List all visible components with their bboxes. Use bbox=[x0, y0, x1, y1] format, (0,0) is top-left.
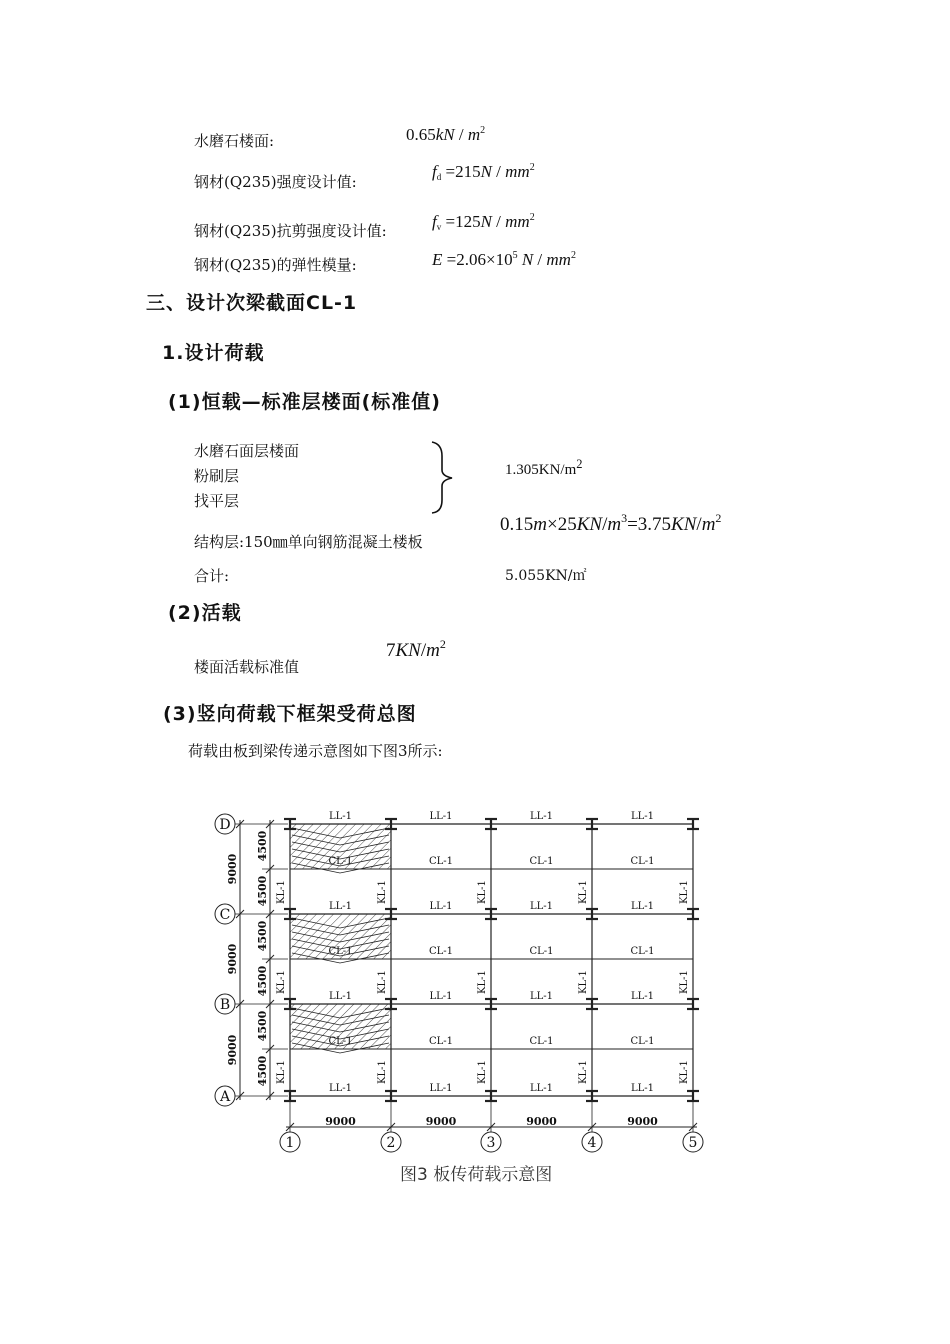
total-value: 5.055KN/㎡ bbox=[505, 568, 587, 584]
half-dimension: 4500 bbox=[256, 875, 269, 907]
sub1-title: 1.设计荷载 bbox=[162, 342, 265, 364]
kl-label: KL-1 bbox=[679, 880, 690, 904]
dead-load-layer-2: 粉刷层 bbox=[194, 467, 240, 485]
kl-label: KL-1 bbox=[377, 970, 388, 994]
kl-label: KL-1 bbox=[477, 880, 488, 904]
half-dimension: 4500 bbox=[256, 1055, 269, 1087]
total-label: 合计: bbox=[194, 567, 230, 585]
material-label-modulus: 钢材(Q235)的弹性模量: bbox=[194, 256, 357, 274]
dead-load-title: (1)恒载—标准层楼面(标准值) bbox=[168, 391, 441, 413]
col-axis-label: 3 bbox=[486, 1135, 496, 1151]
kl-label: KL-1 bbox=[679, 1060, 690, 1084]
half-dimension: 4500 bbox=[256, 965, 269, 997]
cl-label: CL-1 bbox=[529, 946, 554, 957]
dead-load-layer-3: 找平层 bbox=[194, 492, 240, 510]
frame-load-intro: 荷载由板到梁传递示意图如下图3所示: bbox=[188, 742, 443, 760]
ll-label: LL-1 bbox=[429, 991, 453, 1002]
kl-label: KL-1 bbox=[276, 880, 287, 904]
figure-caption: 图3 板传荷载示意图 bbox=[400, 1165, 553, 1185]
kl-label: KL-1 bbox=[477, 1060, 488, 1084]
cl-label: CL-1 bbox=[630, 946, 655, 957]
kl-label: KL-1 bbox=[276, 970, 287, 994]
span-dimension: 9000 bbox=[325, 1115, 356, 1128]
material-value-shear: $f_v =125N / mm^2$ bbox=[432, 212, 535, 232]
kl-label: KL-1 bbox=[578, 880, 589, 904]
kl-label: KL-1 bbox=[276, 1060, 287, 1084]
ll-label: LL-1 bbox=[630, 901, 655, 912]
ll-label: LL-1 bbox=[328, 811, 353, 822]
structure-value: $0.15m\times 25KN/m^3=3.75KN/m^2$ bbox=[500, 511, 722, 535]
material-label-strength: 钢材(Q235)强度设计值: bbox=[194, 173, 357, 191]
dead-load-layer-1: 水磨石面层楼面 bbox=[194, 442, 300, 460]
col-axis-label: 5 bbox=[688, 1135, 698, 1151]
ll-label: LL-1 bbox=[630, 1083, 655, 1094]
row-axis-label: B bbox=[219, 997, 231, 1013]
ll-label: LL-1 bbox=[529, 811, 554, 822]
live-load-label: 楼面活载标准值 bbox=[194, 658, 300, 676]
ll-label: LL-1 bbox=[429, 811, 453, 822]
row-axis-label: A bbox=[219, 1089, 231, 1105]
dead-load-layers-value: $1.305KN/m^2$ bbox=[505, 457, 583, 478]
cl-label: CL-1 bbox=[428, 946, 454, 957]
cl-label: CL-1 bbox=[529, 1036, 554, 1047]
col-axis-label: 4 bbox=[587, 1135, 597, 1151]
ll-label: LL-1 bbox=[630, 811, 655, 822]
material-label-shear: 钢材(Q235)抗剪强度设计值: bbox=[194, 222, 387, 240]
material-label-terrazzo: 水磨石楼面: bbox=[194, 132, 275, 150]
ll-label: LL-1 bbox=[328, 901, 353, 912]
section-title: 三、设计次梁截面CL-1 bbox=[146, 292, 358, 314]
span-dimension: 9000 bbox=[425, 1115, 457, 1128]
kl-label: KL-1 bbox=[679, 970, 690, 994]
ll-label: LL-1 bbox=[529, 901, 554, 912]
ll-label: LL-1 bbox=[328, 1083, 353, 1094]
col-axis-label: 2 bbox=[386, 1135, 396, 1151]
cl-label: CL-1 bbox=[328, 856, 353, 867]
ll-label: LL-1 bbox=[429, 901, 453, 912]
ll-label: LL-1 bbox=[630, 991, 655, 1002]
structure-label: 结构层:150㎜单向钢筋混凝土楼板 bbox=[194, 533, 423, 551]
cl-label: CL-1 bbox=[529, 856, 554, 867]
span-dimension: 9000 bbox=[526, 1115, 557, 1128]
ll-label: LL-1 bbox=[429, 1083, 453, 1094]
kl-label: KL-1 bbox=[578, 970, 589, 994]
bay-dimension: 9000 bbox=[226, 943, 239, 975]
span-dimension: 9000 bbox=[627, 1115, 658, 1128]
half-dimension: 4500 bbox=[256, 1010, 269, 1042]
material-value-strength: $f_d =215N / mm^2$ bbox=[432, 162, 535, 182]
bay-dimension: 9000 bbox=[226, 853, 239, 885]
row-axis-label: C bbox=[219, 907, 231, 923]
ll-label: LL-1 bbox=[328, 991, 353, 1002]
row-axis-label: D bbox=[219, 817, 231, 833]
ll-label: LL-1 bbox=[529, 1083, 554, 1094]
cl-label: CL-1 bbox=[428, 1036, 454, 1047]
kl-label: KL-1 bbox=[578, 1060, 589, 1084]
live-load-title: (2)活载 bbox=[168, 602, 242, 624]
material-value-terrazzo: $0.65kN / m^2$ bbox=[406, 125, 486, 144]
ll-label: LL-1 bbox=[529, 991, 554, 1002]
cl-label: CL-1 bbox=[428, 856, 454, 867]
live-load-value: $7KN/m^2$ bbox=[386, 637, 446, 661]
half-dimension: 4500 bbox=[256, 830, 269, 862]
col-axis-label: 1 bbox=[285, 1135, 295, 1151]
cl-label: CL-1 bbox=[328, 946, 353, 957]
frame-load-title: (3)竖向荷载下框架受荷总图 bbox=[163, 703, 417, 725]
kl-label: KL-1 bbox=[477, 970, 488, 994]
half-dimension: 4500 bbox=[256, 920, 269, 952]
cl-label: CL-1 bbox=[328, 1036, 353, 1047]
kl-label: KL-1 bbox=[377, 1060, 388, 1084]
material-value-modulus: $E =2.06\times 10^5$ N / $mm^2$ bbox=[432, 250, 576, 269]
kl-label: KL-1 bbox=[377, 880, 388, 904]
bay-dimension: 9000 bbox=[226, 1034, 239, 1066]
cl-label: CL-1 bbox=[630, 856, 655, 867]
cl-label: CL-1 bbox=[630, 1036, 655, 1047]
